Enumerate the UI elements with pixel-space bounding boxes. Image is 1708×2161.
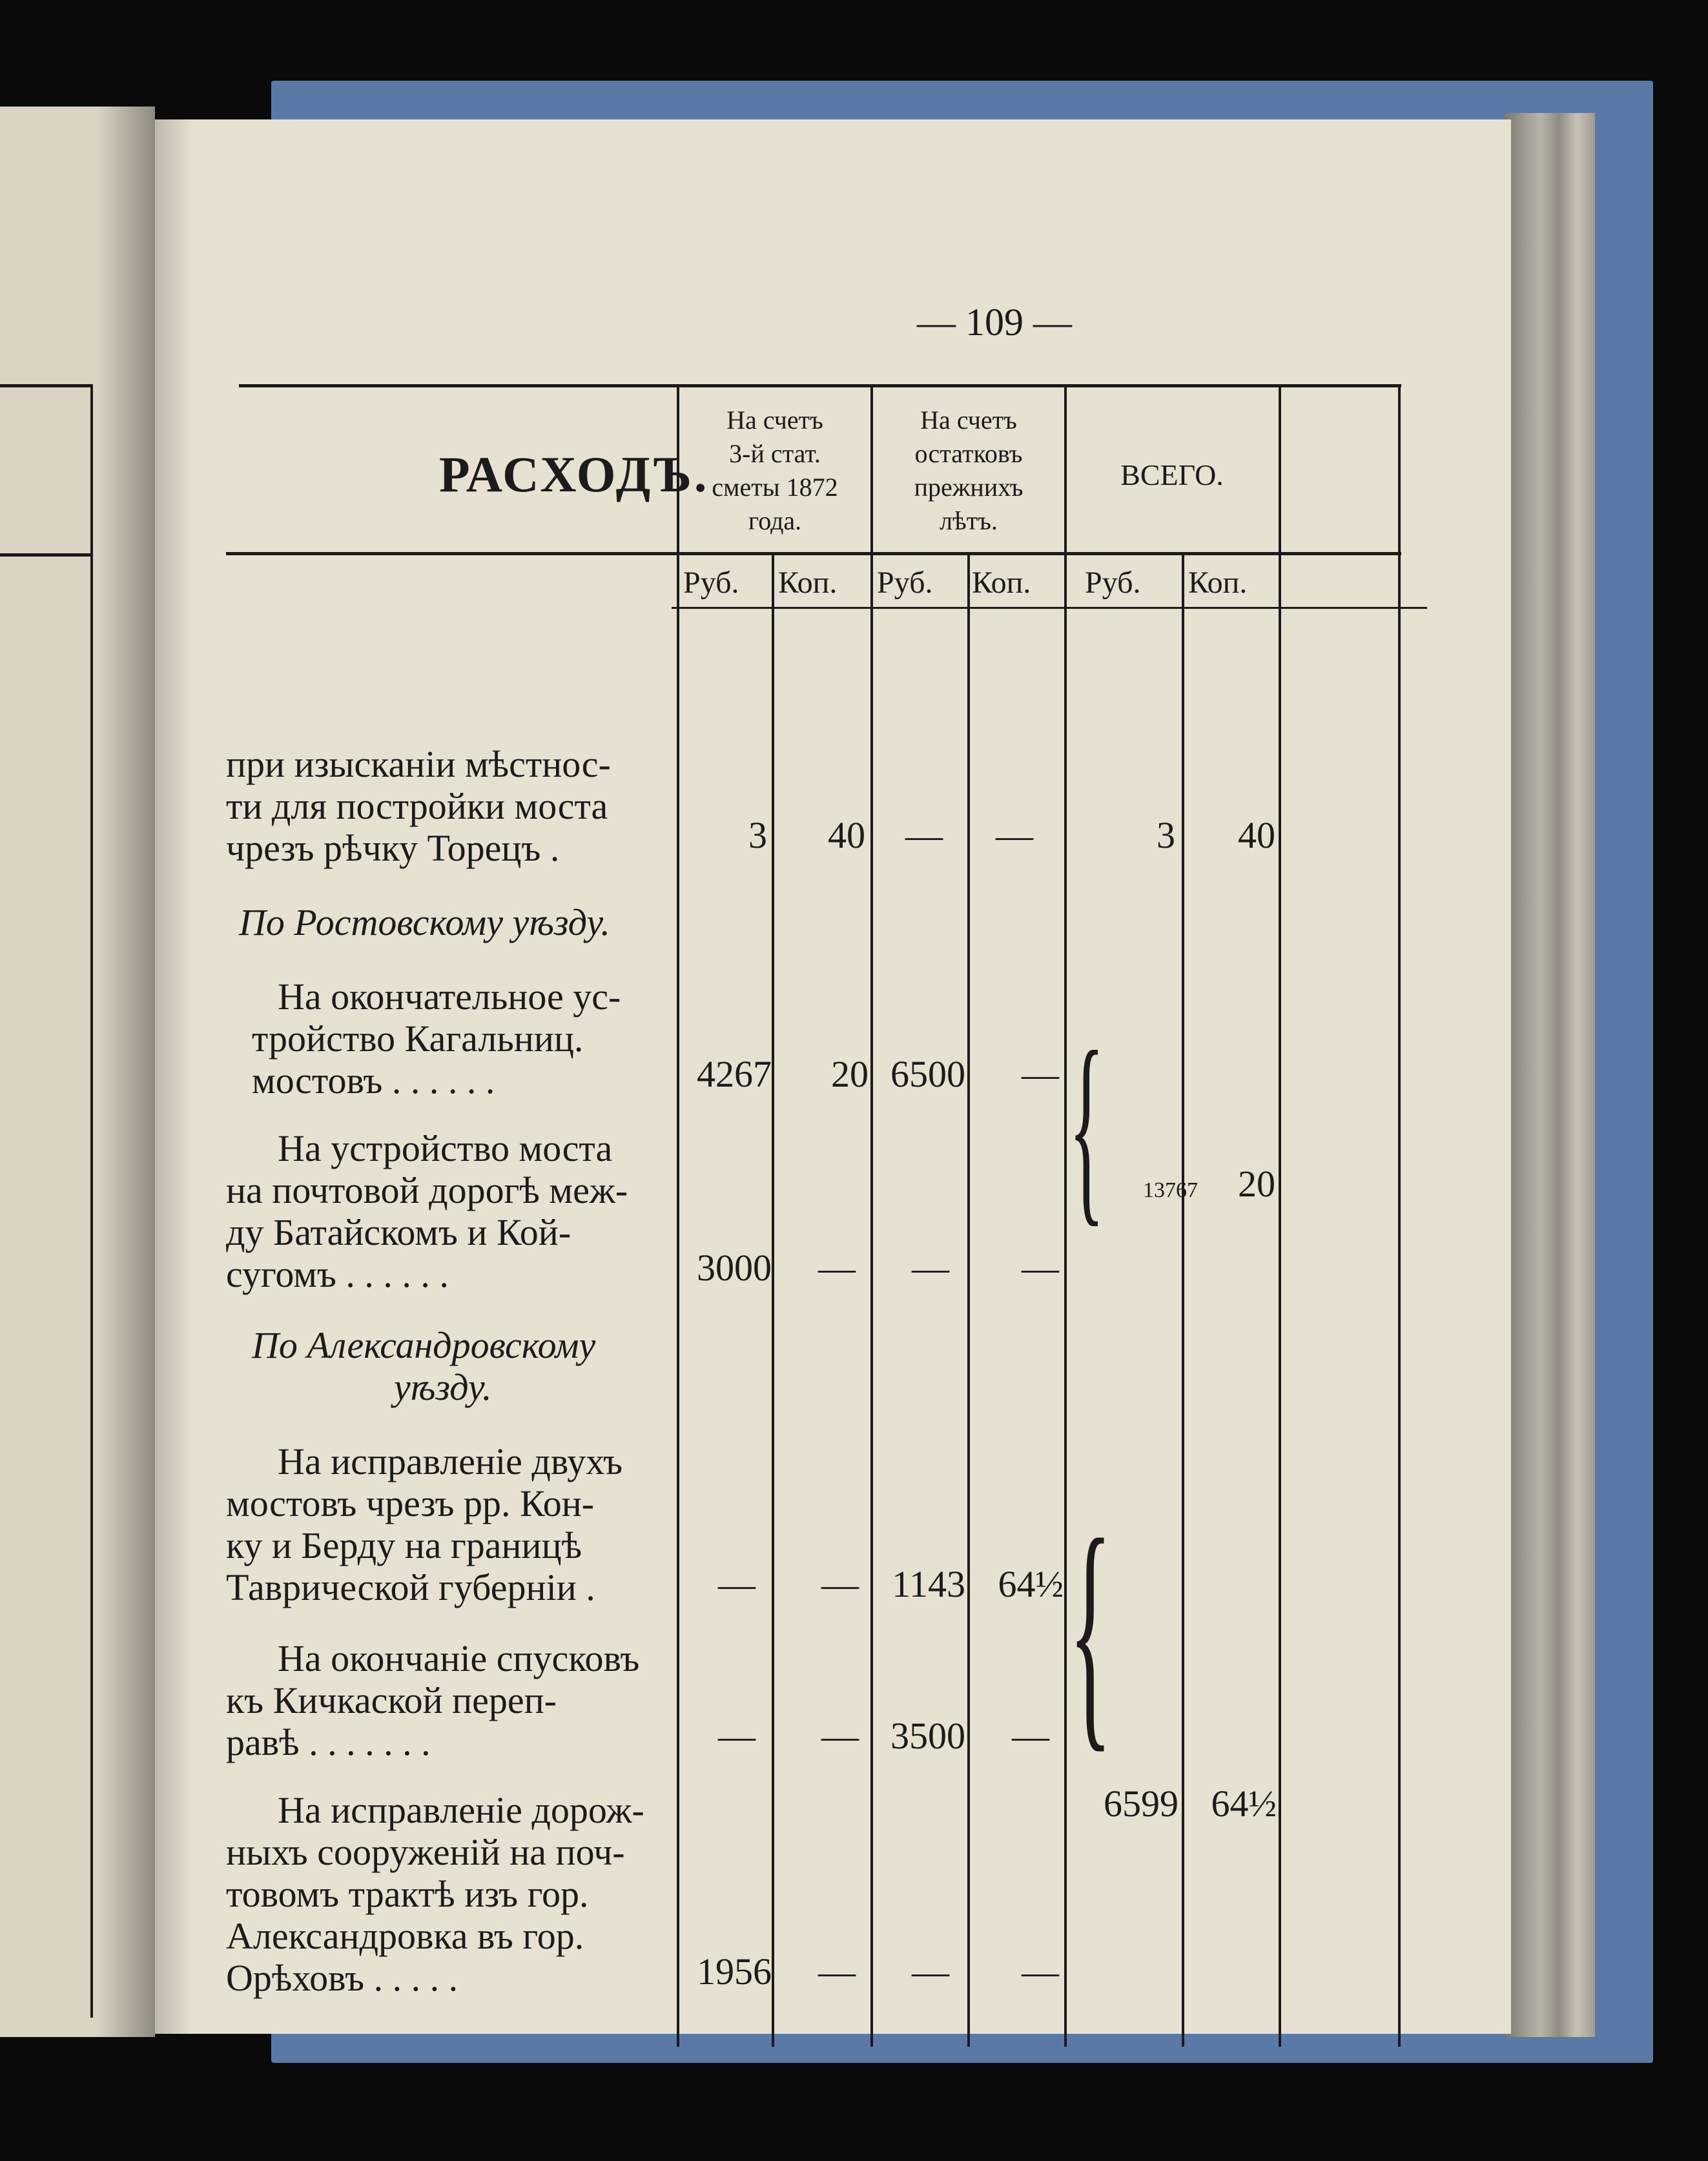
cell-rub2: 3500 [890,1715,965,1757]
book-page [155,119,1511,2034]
section-heading: По Ростовскому уѣзду. [239,901,610,943]
cell-kop1: 20 [831,1053,869,1095]
item-text: товомъ трактѣ изъ гор. [226,1873,589,1915]
cell-rub1: — [718,1715,756,1757]
cell-rub1: 1956 [697,1951,772,1992]
header-line: сметы 1872 [712,473,838,502]
page-edges [1505,113,1595,2037]
column-divider [1398,387,1401,2047]
item-text: на почтовой дорогѣ меж- [226,1169,628,1211]
item-text: На окончаніе спусковъ [278,1637,640,1679]
header-col-total: ВСЕГО. [1120,458,1224,491]
column-divider [870,387,873,2047]
cell-kop1: — [821,1715,859,1757]
cell-rub2: 1143 [892,1563,965,1605]
cell-kop1: — [818,1247,856,1289]
item-text: На исправленіе двухъ [278,1440,623,1482]
item-text: тройство Кагальниц. [252,1018,584,1060]
group-total-kop: 64½ [1211,1783,1277,1825]
cell-kop2: 64½ [998,1563,1064,1605]
unit-rub: Руб. [877,566,933,600]
item-text: мостовъ чрезъ рр. Кон- [226,1482,595,1524]
item-text: при изысканіи мѣстнос- [226,743,611,785]
cell-rub1: 4267 [697,1053,772,1095]
item-text: На исправленіе дорож- [278,1789,644,1831]
table-top-rule [239,384,1401,387]
header-line: лѣтъ. [940,506,998,535]
item-text: равѣ . . . . . . . [226,1721,431,1763]
left-page [0,107,155,2037]
column-divider [1279,387,1281,2047]
cell-kop2: — [996,814,1033,856]
units-rule [672,607,1427,609]
column-divider [1064,387,1067,2047]
page-number: — 109 — [917,301,1072,343]
item-text: Орѣховъ . . . . . [226,1957,458,1999]
cell-kop1: 40 [828,814,865,856]
cell-rub1: 3000 [697,1247,772,1289]
item-text: къ Кичкаской переп- [226,1679,557,1721]
cell-rub1: 3 [748,814,767,856]
header-line: остатковъ [914,439,1023,468]
header-bottom-rule [226,552,1401,555]
cell-rub2: — [912,1951,949,1992]
header-col-estimate [681,404,869,538]
item-text: На окончательное ус- [278,976,621,1018]
header-col-remainders [875,404,1062,538]
group-total-rub: 13767 [1143,1178,1198,1202]
column-divider [677,387,679,2047]
cell-rub3: 3 [1157,814,1175,856]
gutter-shadow [97,107,155,2037]
item-text: мостовъ . . . . . . [252,1060,495,1101]
cell-rub2: — [912,1247,949,1289]
cell-kop1: — [821,1563,859,1605]
header-line: На счетъ [920,405,1017,435]
column-divider [772,555,774,2047]
cell-rub2: 6500 [890,1053,965,1095]
cell-kop1: — [818,1951,856,1992]
item-text: Таврической губерніи . [226,1566,595,1608]
header-line: 3-й стат. [729,439,821,468]
unit-rub: Руб. [1085,566,1141,600]
item-text: ныхъ сооруженій на поч- [226,1831,625,1873]
item-text: Александровка въ гор. [226,1915,584,1957]
group-brace: { [1069,1009,1105,1244]
header-line: прежнихъ [914,473,1024,502]
unit-rub: Руб. [683,566,739,600]
cell-kop2: — [1022,1053,1059,1095]
unit-kop: Коп. [1188,566,1248,600]
cell-rub2: — [905,814,943,856]
cell-kop2: — [1022,1951,1059,1992]
section-heading: уѣзду. [394,1366,492,1408]
cell-rub1: — [718,1563,756,1605]
cell-kop2: — [1022,1247,1059,1289]
group-brace: { [1069,1487,1113,1773]
section-heading: По Александровскому [252,1324,596,1366]
table-title: РАСХОДЪ. [439,446,710,502]
cell-kop2: — [1012,1715,1049,1757]
item-text: ти для постройки моста [226,785,608,827]
group-total-kop: 20 [1238,1163,1275,1205]
group-total-rub: 6599 [1104,1783,1178,1825]
column-divider [967,555,970,2047]
left-page-rule [0,553,90,557]
item-text: сугомъ . . . . . . [226,1253,449,1295]
left-page-rule [0,384,90,387]
unit-kop: Коп. [778,566,838,600]
header-line: года. [748,506,802,535]
cell-kop3: 40 [1238,814,1275,856]
left-page-rule [90,384,93,2018]
item-text: чрезъ рѣчку Торецъ . [226,827,560,869]
item-text: На устройство моста [278,1127,613,1169]
item-text: ку и Берду на границѣ [226,1524,582,1566]
item-text: ду Батайскомъ и Кой- [226,1211,571,1253]
header-line: На счетъ [726,405,823,435]
unit-kop: Коп. [972,566,1031,600]
